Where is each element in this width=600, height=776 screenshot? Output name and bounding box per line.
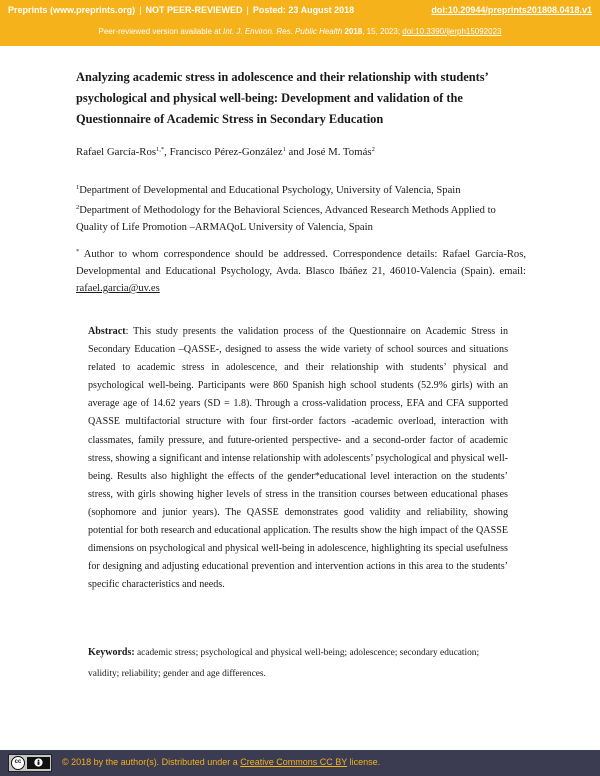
preprint-banner: [0, 0, 600, 46]
peer-review-status: NOT PEER-REVIEWED: [145, 5, 243, 15]
correspondence-text: Author to whom correspondence should be addressed. Correspondence details: Rafael García-Ros, Developmental and Educational Psychology, Avda. Blasco Ibáñez 21, 46010-Valencia (Spain). email:: [76, 249, 526, 277]
keywords-label: Keywords:: [88, 647, 135, 658]
banner-left: [8, 5, 354, 15]
by-attribution-icon: [27, 757, 50, 769]
preprints-site-link[interactable]: Preprints (www.preprints.org): [8, 5, 136, 15]
affiliation-number: 2: [76, 204, 80, 211]
peer-reviewed-notice: [0, 27, 600, 36]
author-list: [76, 146, 375, 158]
abstract-label: Abstract: [88, 326, 126, 337]
abstract-text: : This study presents the validation process of the Questionnaire on Academic Stress in Secondary Education –QASSE-, designed to assess the wide variety of school sources and situations related to academic stress in adolescence, and their relationship with students’ physical and psychological well-being. Participants were 860 Spanish high school students (52.9% girls) with an average age of 14.62 years (SD = 1.8). Through a cross-validation process, EFA and CFA supported QASSE multifactorial structure with four first-order factors -academic overload, interaction with classmates, family pressure, and future-oriented perspective- and a second-order factor of academic stress, showing a significant and intense relationship with adolescents’ psychological and physical well-being. Results also highlight the effects of the gender*educational level interaction on the students’ stress, with girls showing higher levels of stress in the transition courses between educational phases (sophomore and junior years). The QASSE demonstrates good validity and reliability, showing potential for both research and educational application. The results show the high impact of the QASSE dimensions on psychological and physical well-being in adolescence, highlighting its special usefulness for designing and adjusting educational prevention and intervention actions in this area to the students’ specific characteristics and needs.: [88, 326, 508, 591]
author-name: , Francisco Pérez-González: [164, 146, 283, 158]
person-icon: [34, 758, 43, 767]
journal-name: Int. J. Environ. Res. Public Health: [223, 27, 343, 36]
correspondence-note: [76, 246, 526, 297]
correspondence-marker: *: [76, 248, 80, 255]
journal-year: 2018: [344, 27, 363, 36]
license-suffix: license.: [347, 757, 381, 767]
peer-prefix: Peer-reviewed version available at: [98, 27, 224, 36]
license-link[interactable]: Creative Commons CC BY: [240, 757, 348, 767]
license-footer: [0, 750, 600, 776]
affiliation-number: 1: [76, 184, 80, 191]
cc-by-badge-icon[interactable]: [8, 754, 52, 772]
email-link[interactable]: rafael.garcia@uv.es: [76, 283, 160, 294]
author-name: Rafael García-Ros: [76, 146, 157, 158]
affiliation-text: Department of Methodology for the Behavioral Sciences, Advanced Research Methods Applied to Quality of Life Promotion –ARMAQoL University of Valencia, Spain: [76, 205, 496, 233]
abstract: [88, 323, 508, 594]
article-title: Analyzing academic stress in adolescence and their relationship with students’ psychological and physical well-being: Development and validation of the Questionnaire of Academic Stress in Secondary Education: [76, 70, 488, 126]
author-name: and José M. Tomás: [285, 146, 372, 158]
affiliation-1: [76, 182, 526, 199]
cc-logo-icon: cc: [11, 756, 25, 770]
keywords: [88, 642, 508, 685]
author-superscript: 2: [371, 146, 375, 153]
keywords-text: academic stress; psychological and physical well-being; adolescence; secondary education; validity; reliability; gender and age differences.: [88, 648, 480, 679]
banner-separator: |: [246, 5, 249, 15]
journal-volume: , 15, 2023;: [362, 27, 401, 36]
author-superscript: 1,*: [156, 146, 165, 153]
author-superscript: 1: [282, 146, 286, 153]
copyright-text: © 2018 by the author(s). Distributed under a: [62, 757, 241, 767]
banner-top-row: [8, 5, 592, 19]
affiliation-2: [76, 202, 526, 236]
copyright-notice: [62, 757, 380, 767]
affiliation-text: Department of Developmental and Educational Psychology, University of Valencia, Spain: [79, 185, 461, 196]
journal-doi-link[interactable]: doi:10.3390/ijerph15092023: [402, 27, 502, 36]
posted-date: Posted: 23 August 2018: [252, 5, 355, 15]
banner-separator: |: [139, 5, 142, 15]
preprint-doi-link[interactable]: doi:10.20944/preprints201808.0418.v1: [431, 5, 592, 15]
